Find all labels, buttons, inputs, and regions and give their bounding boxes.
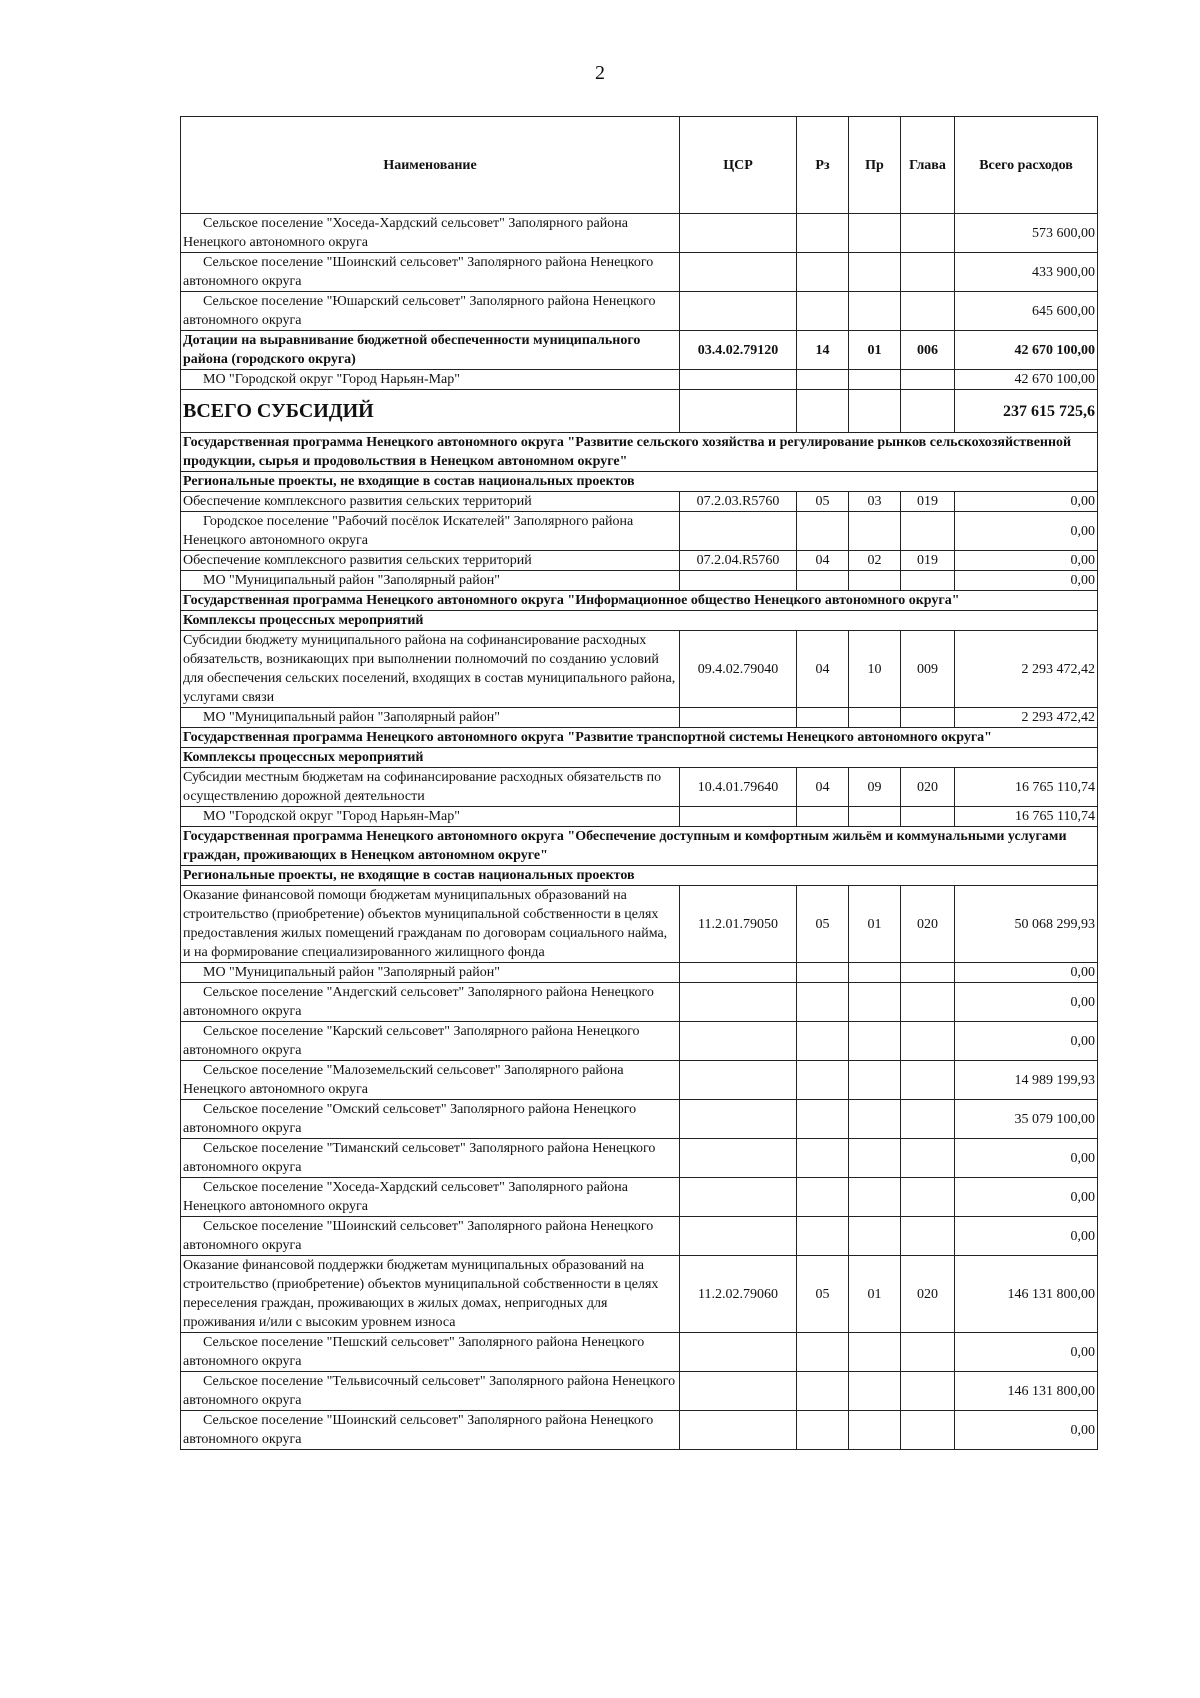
row-glava [901, 983, 955, 1022]
row-rz [797, 370, 849, 390]
section-row [181, 866, 1098, 886]
row-glava [901, 1372, 955, 1411]
row-glava [901, 1022, 955, 1061]
row-csr [680, 1372, 797, 1411]
table-row [181, 708, 1098, 728]
table-row [181, 1022, 1098, 1061]
row-rz [797, 1372, 849, 1411]
row-pr: 01 [849, 331, 901, 370]
row-rz [797, 1022, 849, 1061]
row-glava [901, 571, 955, 591]
row-name: МО "Городской округ "Город Нарьян-Мар" [181, 370, 680, 390]
row-name: Сельское поселение "Омский сельсовет" Заполярного района Ненецкого автономного округа [181, 1100, 680, 1139]
program-row [181, 728, 1098, 748]
row-csr: 11.2.01.79050 [680, 886, 797, 963]
table-row [181, 1333, 1098, 1372]
row-amount: 433 900,00 [955, 253, 1098, 292]
row-glava [901, 512, 955, 551]
row-name: Городское поселение "Рабочий посёлок Искателей" Заполярного района Ненецкого автономного округа [181, 512, 680, 551]
row-glava [901, 214, 955, 253]
row-amount: 146 131 800,00 [955, 1256, 1098, 1333]
row-pr [849, 983, 901, 1022]
header-rz: Рз [797, 117, 849, 214]
row-rz [797, 512, 849, 551]
row-pr [849, 807, 901, 827]
row-pr [849, 1061, 901, 1100]
row-glava [901, 1061, 955, 1100]
section-row [181, 748, 1098, 768]
row-glava [901, 1178, 955, 1217]
program-row [181, 433, 1098, 472]
row-amount: 16 765 110,74 [955, 768, 1098, 807]
row-pr [849, 214, 901, 253]
row-pr [849, 1411, 901, 1450]
row-csr: 10.4.01.79640 [680, 768, 797, 807]
header-pr: Пр [849, 117, 901, 214]
table-row [181, 631, 1098, 708]
row-pr [849, 370, 901, 390]
row-csr [680, 1333, 797, 1372]
table-row [181, 1256, 1098, 1333]
program-title: Государственная программа Ненецкого автономного округа "Развитие транспортной системы Ненецкого автономного округа" [181, 728, 1098, 748]
row-csr [680, 1061, 797, 1100]
row-amount: 50 068 299,93 [955, 886, 1098, 963]
row-amount: 0,00 [955, 492, 1098, 512]
row-amount: 42 670 100,00 [955, 331, 1098, 370]
row-rz [797, 983, 849, 1022]
row-name: МО "Муниципальный район "Заполярный район" [181, 963, 680, 983]
row-rz [797, 963, 849, 983]
row-csr: 07.2.03.R5760 [680, 492, 797, 512]
row-csr [680, 292, 797, 331]
row-amount: 14 989 199,93 [955, 1061, 1098, 1100]
row-csr [680, 390, 797, 433]
row-csr [680, 370, 797, 390]
header-csr: ЦСР [680, 117, 797, 214]
row-pr: 02 [849, 551, 901, 571]
row-glava: 009 [901, 631, 955, 708]
program-row [181, 827, 1098, 866]
row-rz: 04 [797, 631, 849, 708]
row-csr [680, 1100, 797, 1139]
table-row [181, 1372, 1098, 1411]
row-amount: 237 615 725,6 [955, 390, 1098, 433]
row-csr [680, 708, 797, 728]
row-amount: 35 079 100,00 [955, 1100, 1098, 1139]
row-glava [901, 807, 955, 827]
section-row [181, 472, 1098, 492]
table-row [181, 1178, 1098, 1217]
row-pr [849, 1100, 901, 1139]
row-amount: 645 600,00 [955, 292, 1098, 331]
row-amount: 0,00 [955, 963, 1098, 983]
row-glava [901, 1333, 955, 1372]
row-name: МО "Городской округ "Город Нарьян-Мар" [181, 807, 680, 827]
table-row [181, 1061, 1098, 1100]
row-csr [680, 1139, 797, 1178]
subsidy-table [180, 116, 1098, 1450]
row-amount: 0,00 [955, 551, 1098, 571]
row-amount: 0,00 [955, 1178, 1098, 1217]
row-rz [797, 571, 849, 591]
row-amount: 0,00 [955, 571, 1098, 591]
row-pr: 10 [849, 631, 901, 708]
row-glava: 020 [901, 1256, 955, 1333]
table-row [181, 768, 1098, 807]
row-rz [797, 292, 849, 331]
row-pr [849, 1372, 901, 1411]
row-amount: 0,00 [955, 1139, 1098, 1178]
row-pr [849, 512, 901, 551]
table-row [181, 571, 1098, 591]
row-glava [901, 1139, 955, 1178]
row-glava [901, 1100, 955, 1139]
row-glava [901, 1217, 955, 1256]
table-row [181, 331, 1098, 370]
row-name: Обеспечение комплексного развития сельских территорий [181, 551, 680, 571]
row-pr [849, 708, 901, 728]
row-amount: 42 670 100,00 [955, 370, 1098, 390]
page-number: 2 [595, 62, 605, 84]
row-amount: 0,00 [955, 1411, 1098, 1450]
row-glava: 019 [901, 492, 955, 512]
row-pr [849, 963, 901, 983]
row-pr: 01 [849, 1256, 901, 1333]
row-glava [901, 390, 955, 433]
row-csr: 03.4.02.79120 [680, 331, 797, 370]
row-rz [797, 807, 849, 827]
row-name: МО "Муниципальный район "Заполярный район" [181, 571, 680, 591]
row-rz: 05 [797, 492, 849, 512]
section-row [181, 611, 1098, 631]
row-glava [901, 708, 955, 728]
row-csr: 11.2.02.79060 [680, 1256, 797, 1333]
row-pr [849, 292, 901, 331]
row-name: Оказание финансовой поддержки бюджетам муниципальных образований на строительство (приобретение) объектов муниципальной собственности в целях переселения граждан, проживающих в жилых домах, непригодных для проживания и/или с высоким уровнем износа [181, 1256, 680, 1333]
table-row [181, 214, 1098, 253]
row-name: ВСЕГО СУБСИДИЙ [181, 390, 680, 433]
row-csr [680, 983, 797, 1022]
row-pr [849, 253, 901, 292]
row-pr: 01 [849, 886, 901, 963]
row-name: Сельское поселение "Шоинский сельсовет" Заполярного района Ненецкого автономного округа [181, 253, 680, 292]
header-glava: Глава [901, 117, 955, 214]
row-amount: 146 131 800,00 [955, 1372, 1098, 1411]
row-csr: 07.2.04.R5760 [680, 551, 797, 571]
row-name: Сельское поселение "Юшарский сельсовет" Заполярного района Ненецкого автономного округа [181, 292, 680, 331]
row-name: Сельское поселение "Тиманский сельсовет" Заполярного района Ненецкого автономного округа [181, 1139, 680, 1178]
program-title: Государственная программа Ненецкого автономного округа "Информационное общество Ненецкого автономного округа" [181, 591, 1098, 611]
row-csr [680, 571, 797, 591]
row-csr [680, 807, 797, 827]
row-csr [680, 963, 797, 983]
row-rz [797, 253, 849, 292]
program-row [181, 591, 1098, 611]
row-csr [680, 253, 797, 292]
row-amount: 0,00 [955, 983, 1098, 1022]
row-rz [797, 1100, 849, 1139]
row-name: Сельское поселение "Малоземельский сельсовет" Заполярного района Ненецкого автономного округа [181, 1061, 680, 1100]
table-row [181, 807, 1098, 827]
row-amount: 16 765 110,74 [955, 807, 1098, 827]
program-title: Государственная программа Ненецкого автономного округа "Обеспечение доступным и комфортным жильём и коммунальными услугами граждан, проживающих в Ненецком автономном округе" [181, 827, 1098, 866]
table-row [181, 1139, 1098, 1178]
row-name: Сельское поселение "Хоседа-Хардский сельсовет" Заполярного района Ненецкого автономного округа [181, 214, 680, 253]
table-row [181, 1100, 1098, 1139]
row-pr [849, 571, 901, 591]
row-name: Субсидии бюджету муниципального района на софинансирование расходных обязательств, возникающих при выполнении полномочий по созданию условий для обеспечения сельских поселений, входящих в состав муниципального района, услугами связи [181, 631, 680, 708]
row-rz: 14 [797, 331, 849, 370]
row-glava [901, 963, 955, 983]
row-pr [849, 1022, 901, 1061]
row-rz [797, 1178, 849, 1217]
table-row [181, 370, 1098, 390]
row-rz: 05 [797, 886, 849, 963]
row-amount: 0,00 [955, 1217, 1098, 1256]
row-glava [901, 292, 955, 331]
table-row [181, 1217, 1098, 1256]
row-name: Оказание финансовой помощи бюджетам муниципальных образований на строительство (приобретение) объектов муниципальной собственности в целях предоставления жилых помещений гражданам по договорам социального найма, и на формирование специализированного жилищного фонда [181, 886, 680, 963]
row-name: Сельское поселение "Тельвисочный сельсовет" Заполярного района Ненецкого автономного округа [181, 1372, 680, 1411]
row-glava: 020 [901, 768, 955, 807]
table-row [181, 551, 1098, 571]
row-rz [797, 390, 849, 433]
row-pr [849, 1139, 901, 1178]
table-row [181, 983, 1098, 1022]
row-csr [680, 512, 797, 551]
row-pr [849, 1217, 901, 1256]
row-rz: 05 [797, 1256, 849, 1333]
table-row [181, 512, 1098, 551]
row-name: Сельское поселение "Хоседа-Хардский сельсовет" Заполярного района Ненецкого автономного округа [181, 1178, 680, 1217]
row-name: Сельское поселение "Андегский сельсовет" Заполярного района Ненецкого автономного округа [181, 983, 680, 1022]
row-pr: 03 [849, 492, 901, 512]
row-rz [797, 1139, 849, 1178]
table-row [181, 963, 1098, 983]
row-csr [680, 1178, 797, 1217]
row-name: Сельское поселение "Шоинский сельсовет" Заполярного района Ненецкого автономного округа [181, 1411, 680, 1450]
table-row [181, 1411, 1098, 1450]
row-pr [849, 1178, 901, 1217]
row-glava [901, 253, 955, 292]
row-name: Сельское поселение "Шоинский сельсовет" Заполярного района Ненецкого автономного округа [181, 1217, 680, 1256]
row-name: Субсидии местным бюджетам на софинансирование расходных обязательств по осуществлению дорожной деятельности [181, 768, 680, 807]
table-row [181, 253, 1098, 292]
row-pr: 09 [849, 768, 901, 807]
row-csr: 09.4.02.79040 [680, 631, 797, 708]
table-row [181, 492, 1098, 512]
row-pr [849, 1333, 901, 1372]
row-amount: 0,00 [955, 512, 1098, 551]
header-total: Всего расходов [955, 117, 1098, 214]
section-title: Комплексы процессных мероприятий [181, 748, 1098, 768]
row-name: Дотации на выравнивание бюджетной обеспеченности муниципального района (городского округа) [181, 331, 680, 370]
row-csr [680, 1217, 797, 1256]
table-header-row [181, 117, 1098, 214]
row-rz: 04 [797, 551, 849, 571]
row-rz [797, 214, 849, 253]
row-amount: 2 293 472,42 [955, 708, 1098, 728]
row-name: МО "Муниципальный район "Заполярный район" [181, 708, 680, 728]
row-name: Сельское поселение "Карский сельсовет" Заполярного района Ненецкого автономного округа [181, 1022, 680, 1061]
row-name: Сельское поселение "Пешский сельсовет" Заполярного района Ненецкого автономного округа [181, 1333, 680, 1372]
row-amount: 573 600,00 [955, 214, 1098, 253]
table-body [181, 214, 1098, 1450]
row-rz [797, 1217, 849, 1256]
header-name: Наименование [181, 117, 680, 214]
row-glava [901, 1411, 955, 1450]
row-amount: 2 293 472,42 [955, 631, 1098, 708]
row-rz [797, 1333, 849, 1372]
row-csr [680, 1411, 797, 1450]
section-title: Региональные проекты, не входящие в состав национальных проектов [181, 472, 1098, 492]
program-title: Государственная программа Ненецкого автономного округа "Развитие сельского хозяйства и регулирование рынков сельскохозяйственной продукции, сырья и продовольствия в Ненецком автономном округе" [181, 433, 1098, 472]
row-pr [849, 390, 901, 433]
row-glava: 020 [901, 886, 955, 963]
total-row [181, 390, 1098, 433]
table-row [181, 886, 1098, 963]
section-title: Региональные проекты, не входящие в состав национальных проектов [181, 866, 1098, 886]
row-name: Обеспечение комплексного развития сельских территорий [181, 492, 680, 512]
row-amount: 0,00 [955, 1333, 1098, 1372]
row-glava: 019 [901, 551, 955, 571]
table-row [181, 292, 1098, 331]
section-title: Комплексы процессных мероприятий [181, 611, 1098, 631]
row-glava [901, 370, 955, 390]
row-glava: 006 [901, 331, 955, 370]
row-rz [797, 708, 849, 728]
row-amount: 0,00 [955, 1022, 1098, 1061]
row-rz: 04 [797, 768, 849, 807]
row-rz [797, 1061, 849, 1100]
row-csr [680, 214, 797, 253]
row-rz [797, 1411, 849, 1450]
row-csr [680, 1022, 797, 1061]
